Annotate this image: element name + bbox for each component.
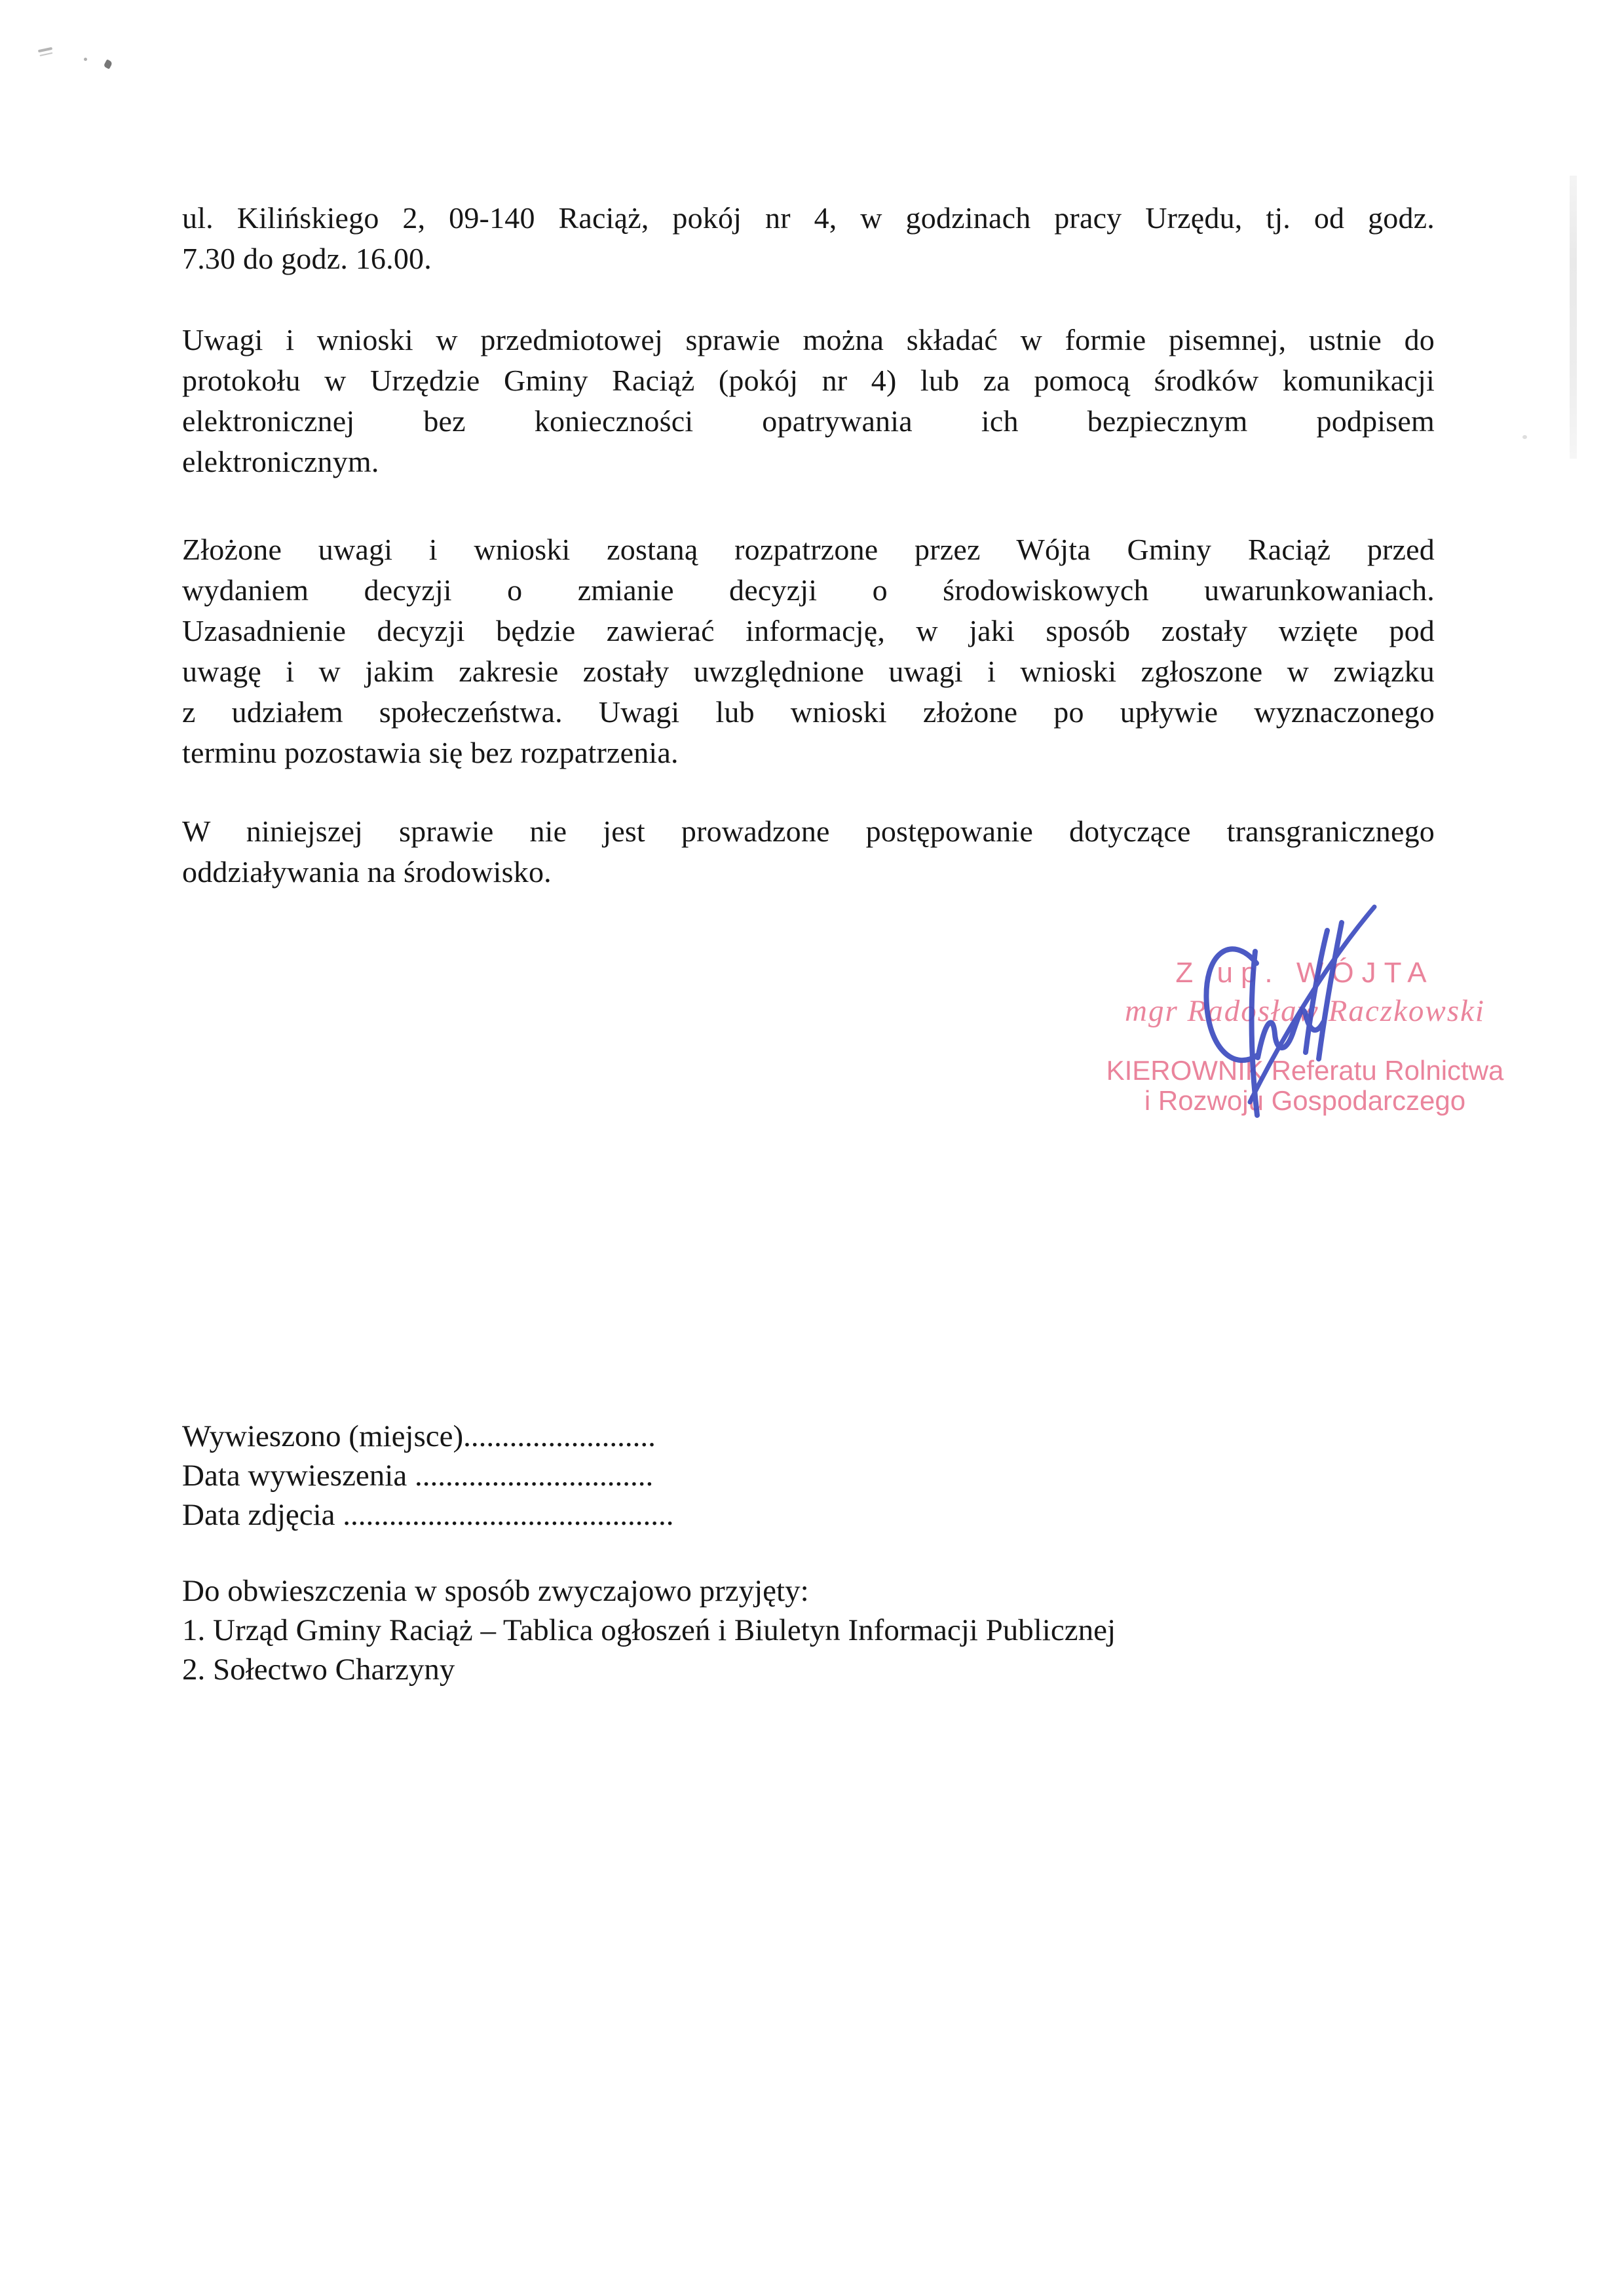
- fill-in-line: Wywieszono (miejsce).........................: [182, 1419, 656, 1453]
- distribution-heading: Do obwieszczenia w sposób zwyczajowo przyjęty:: [182, 1574, 809, 1608]
- text-line: uwagę i w jakim zakresie zostały uwzględnione uwagi i wnioski zgłoszone w związku: [182, 655, 1435, 688]
- text-line: ul. Kilińskiego 2, 09-140 Raciąż, pokój nr 4, w godzinach pracy Urzędu, tj. od godz.: [182, 201, 1435, 235]
- stamp-name-line: mgr Radosław Raczkowski: [1125, 994, 1485, 1028]
- stamp-authority-line: Z up. WÓJTA: [1175, 957, 1435, 989]
- fill-in-line: Data zdjęcia ...........................................: [182, 1498, 674, 1532]
- text-line: elektronicznym.: [182, 445, 379, 478]
- scan-artifact-streak: [1570, 176, 1577, 459]
- paragraph-address-hours: [182, 198, 1435, 279]
- stamp-title-line: KIEROWNIK Referatu Rolnictwa: [1106, 1055, 1504, 1086]
- text-line: Uwagi i wnioski w przedmiotowej sprawie można składać w formie pisemnej, ustnie do: [182, 323, 1435, 356]
- text-line: oddziaływania na środowisko.: [182, 855, 552, 889]
- stamp-department-line: i Rozwoju Gospodarczego: [1144, 1085, 1466, 1116]
- scan-artifact: [104, 59, 113, 69]
- distribution-block: [182, 1571, 1435, 1689]
- fill-in-line: Data wywieszenia ...............................: [182, 1459, 654, 1493]
- text-line: protokołu w Urzędzie Gminy Raciąż (pokój nr 4) lub za pomocą środków komunikacji: [182, 364, 1435, 397]
- paragraph-review-process: [182, 529, 1435, 773]
- scan-artifact: [84, 58, 87, 61]
- text-line: Złożone uwagi i wnioski zostaną rozpatrzone przez Wójta Gminy Raciąż przed: [182, 533, 1435, 566]
- paragraph-transboundary: [182, 811, 1435, 892]
- text-line: 7.30 do godz. 16.00.: [182, 242, 432, 275]
- text-line: z udziałem społeczeństwa. Uwagi lub wnioski złożone po upływie wyznaczonego: [182, 695, 1435, 729]
- distribution-items: [182, 1611, 1435, 1689]
- text-line: Uzasadnienie decyzji będzie zawierać informację, w jaki sposób zostały wzięte pod: [182, 614, 1435, 647]
- handwritten-signature-ink: [1166, 892, 1389, 1181]
- distribution-item: 2. Sołectwo Charzyny: [182, 1653, 455, 1687]
- scan-artifact: [1522, 435, 1527, 439]
- text-line: wydaniem decyzji o zmianie decyzji o środowiskowych uwarunkowaniach.: [182, 573, 1435, 607]
- text-line: terminu pozostawia się bez rozpatrzenia.: [182, 736, 679, 769]
- text-line: elektronicznej bez konieczności opatrywania ich bezpiecznym podpisem: [182, 404, 1435, 438]
- posting-dates-block: [182, 1417, 1435, 1535]
- paragraph-submission-methods: [182, 320, 1435, 482]
- distribution-item: 1. Urząd Gminy Raciąż – Tablica ogłoszeń i Biuletyn Informacji Publicznej: [182, 1613, 1116, 1647]
- text-line: W niniejszej sprawie nie jest prowadzone postępowanie dotyczące transgranicznego: [182, 814, 1435, 848]
- scan-artifact: [38, 47, 52, 52]
